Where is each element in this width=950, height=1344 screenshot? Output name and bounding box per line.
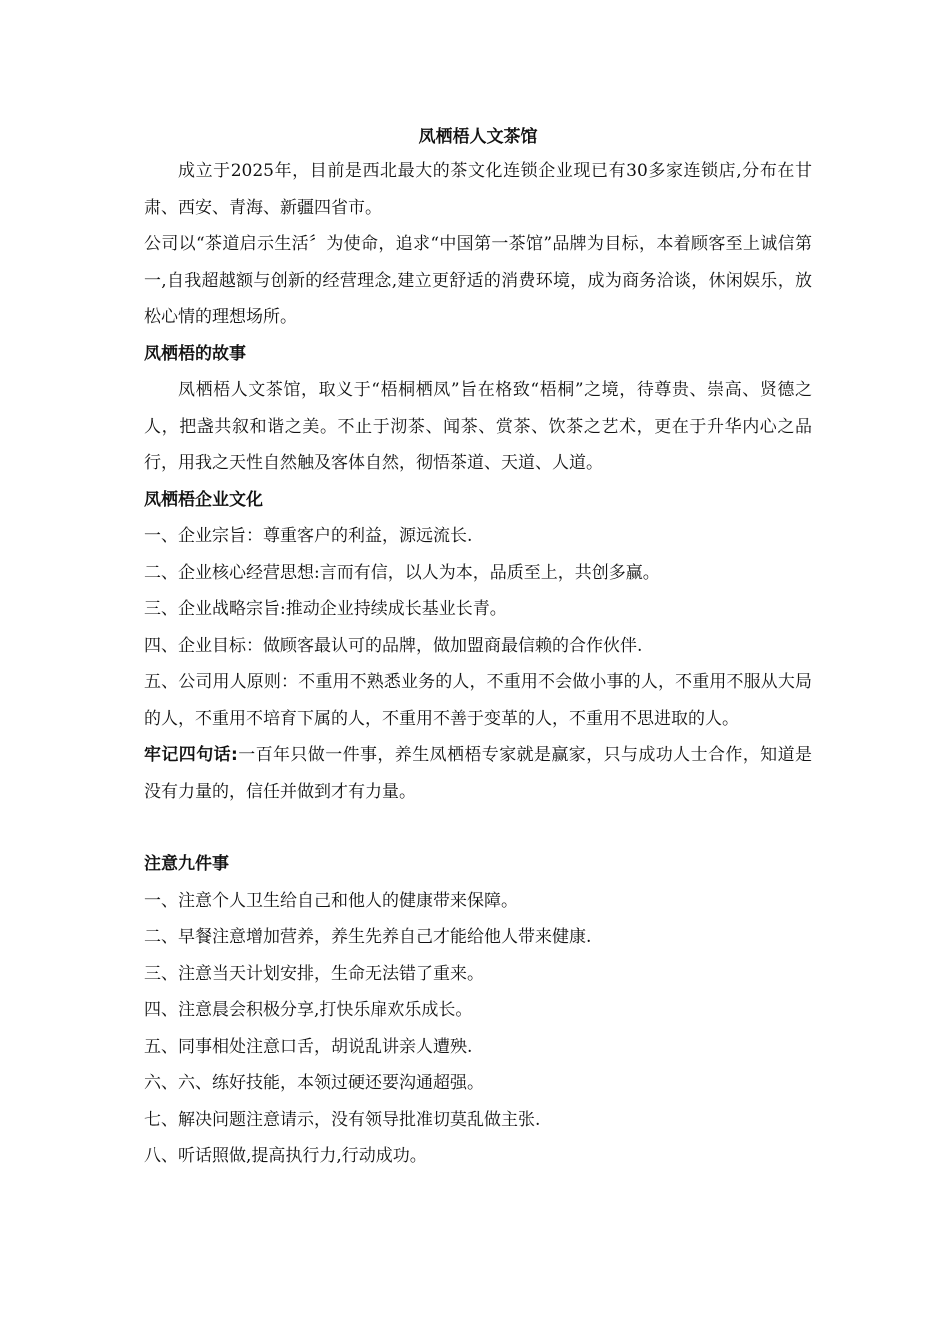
culture-item-2: 二、企业核心经营思想:言而有信，以人为本，品质至上，共创多赢。 (144, 562, 660, 583)
story-paragraph: 凤栖梧人文茶馆，取义于“梧桐栖凤”旨在格致“梧桐”之境，待尊贵、崇高、贤德之人，把盏共叙和谐之美。不止于沏茶、闻茶、赏茶、饮茶之艺术，更在于升华内心之品行，用我之天性自然触及客体自然，彻悟茶道、天道、人道。 (144, 380, 812, 473)
document-title: 凤栖梧人文茶馆 (418, 127, 538, 147)
culture-item-3: 三、企业战略宗旨:推动企业持续成长基业长青。 (144, 599, 507, 619)
nine-item-5: 五、同事相处注意口舌，胡说乱讲亲人遭殃. (144, 1036, 473, 1057)
document-body (144, 122, 812, 1175)
nine-heading: 注意九件事 (144, 854, 229, 874)
nine-item-6: 六、六、练好技能，本领过硬还要沟通超强。 (144, 1073, 484, 1093)
nine-item-7: 七、解决问题注意请示，没有领导批准切莫乱做主张. (144, 1109, 541, 1130)
motto-paragraph (144, 737, 812, 810)
intro-paragraph-1: 成立于2025年，目前是西北最大的茶文化连锁企业现已有30多家连锁店,分布在甘肃、西安、青海、新疆四省市。 (144, 161, 812, 218)
nine-item-3: 三、注意当天计划安排，生命无法错了重来。 (144, 963, 484, 984)
nine-item-4: 四、注意晨会积极分享,打快乐扉欢乐成长。 (144, 1000, 473, 1020)
motto-label: 牢记四句话: (144, 745, 238, 765)
culture-heading: 凤栖梧企业文化 (144, 489, 263, 510)
nine-item-1: 一、注意个人卫生给自己和他人的健康带来保障。 (144, 890, 518, 911)
section-spacer (144, 810, 812, 846)
motto-text: 一百年只做一件事，养生凤栖梧专家就是赢家，只与成功人士合作，知道是没有力量的，信任并做到才有力量。 (144, 745, 812, 802)
intro-paragraph-2: 公司以“茶道启示生活〞为使命，追求“中国第一茶馆”品牌为目标，本着顾客至上诚信第一,自我超越额与创新的经营理念,建立更舒适的消费环境，成为商务洽谈，休闲娱乐，放松心情的理想场所。 (144, 234, 812, 327)
story-heading: 凤栖梧的故事 (144, 343, 246, 364)
nine-item-8: 八、听话照做,提高执行力,行动成功。 (144, 1146, 427, 1166)
culture-item-5: 五、公司用人原则：不重用不熟悉业务的人，不重用不会做小事的人，不重用不服从大局的人，不重用不培育下属的人，不重用不善于变革的人，不重用不思进取的人。 (144, 672, 812, 729)
culture-item-1: 一、企业宗旨：尊重客户的利益，源远流长. (144, 526, 473, 546)
nine-item-2: 二、早餐注意增加营养，养生先养自己才能给他人带来健康. (144, 927, 592, 947)
culture-item-4: 四、企业目标：做顾客最认可的品牌，做加盟商最信赖的合作伙伴. (144, 635, 643, 656)
